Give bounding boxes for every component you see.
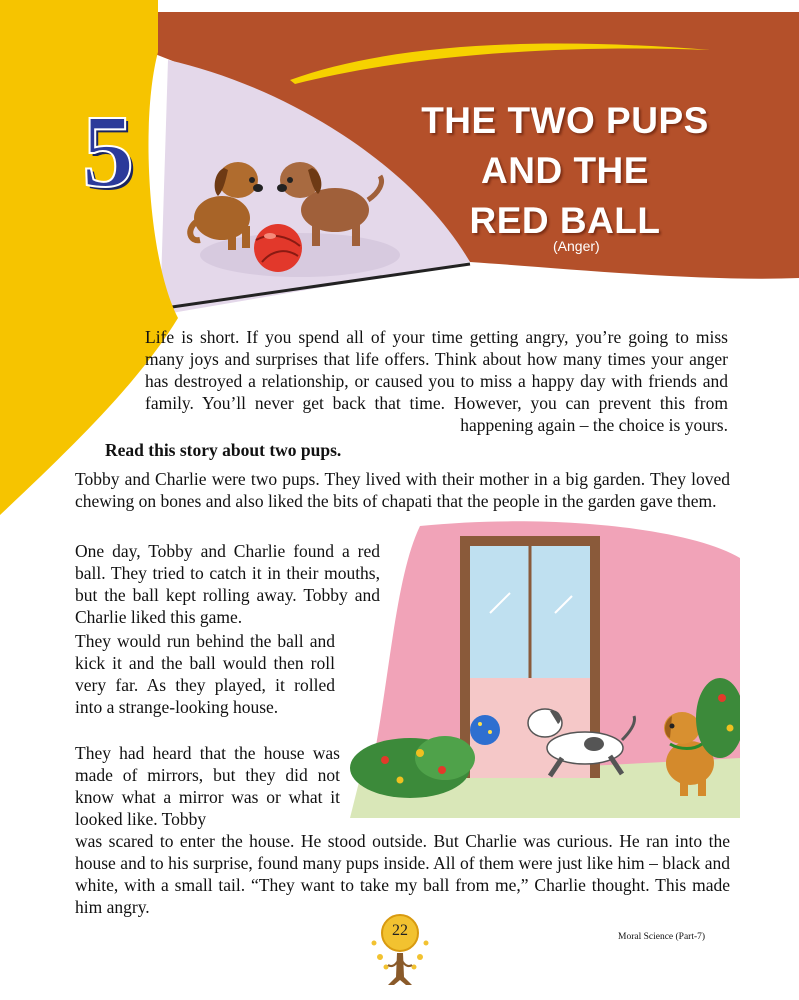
story-paragraph-3: They would run behind the ball and kick it and the ball would then roll very far. As they played, it rolled into a strange-looking house. — [75, 631, 335, 717]
chapter-title — [400, 96, 730, 246]
chapter-number: 5 — [82, 94, 134, 209]
chapter-title-line-1: THE TWO PUPS — [421, 100, 709, 141]
intro-paragraph: Life is short. If you spend all of your time getting angry, you’re going to miss many joys and surprises that life offers. Think about how many times your anger has destroyed a relationship, or caused you to miss a happy day with friends and family. You’ll never get back that time. However, you can prevent this from happening again – the choice is yours. — [145, 327, 728, 435]
blue-ball — [470, 715, 500, 745]
book-title-footer: Moral Science (Part-7) — [618, 932, 706, 942]
story-paragraph-2: One day, Tobby and Charlie found a red ball. They tried to catch it in their mouths, but the ball kept rolling away. Tobby and Charlie liked this game. — [75, 541, 380, 627]
story-heading: Read this story about two pups. — [105, 440, 342, 460]
story-paragraph-4: They had heard that the house was made of mirrors, but they did not know what a mirror was or what it looked like. Tobby — [75, 743, 340, 829]
chapter-title-line-2: AND THE — [481, 150, 649, 191]
yellow-side-shape — [0, 0, 178, 515]
chapter-subtitle: (Anger) — [553, 238, 600, 254]
story-paragraph-1: Tobby and Charlie were two pups. They lived with their mother in a big garden. They loved chewing on bones and also liked the bits of chapati that the people in the garden gave them. — [75, 469, 730, 511]
page-number: 22 — [392, 922, 408, 939]
mirror-house-illustration — [350, 518, 740, 818]
chapter-title-line-3: RED BALL — [469, 200, 661, 241]
page-number-tree-ornament — [360, 905, 440, 1000]
red-ball-illustration — [254, 224, 302, 272]
story-paragraph-5: was scared to enter the house. He stood outside. But Charlie was curious. He ran into the house and to his surprise, found many pups inside. All of them were just like him – black and white, with a small tail. “They want to take my ball from me,” Charlie thought. This made him angry. — [75, 831, 730, 917]
